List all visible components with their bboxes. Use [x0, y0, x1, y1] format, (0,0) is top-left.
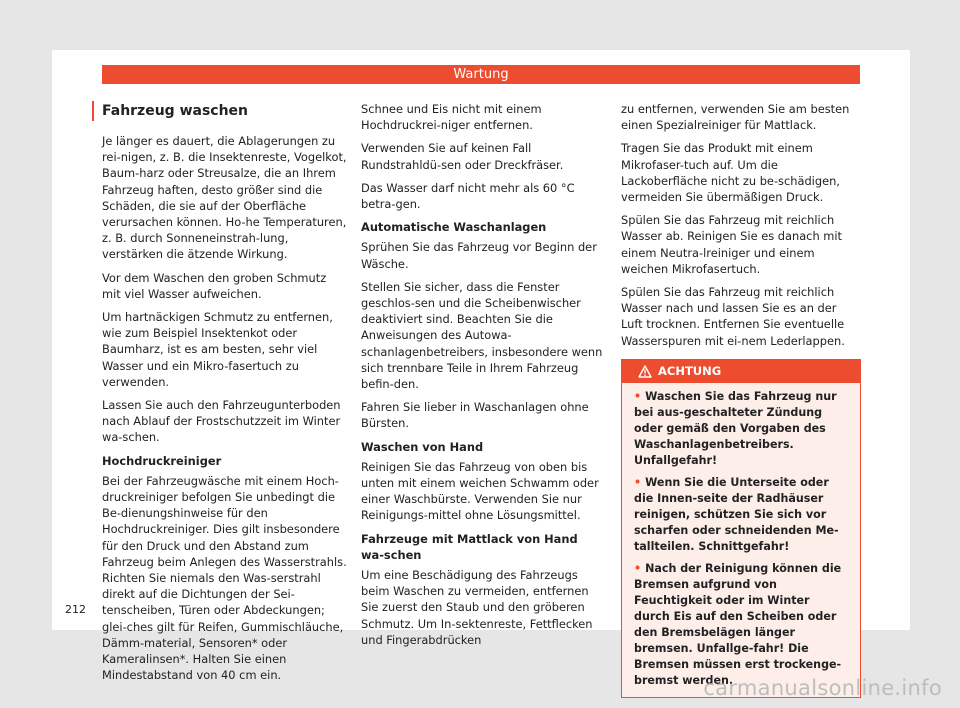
watermark: carmanualsonline.info: [703, 676, 942, 700]
warning-item: • Nach der Reinigung können die Bremsen aufgrund von Feuchtigkeit oder im Winter durch Eis auf den Scheiben oder den Bremsbelägen länger bremsen. Unfallge-fahr! Die Bremsen müssen erst trockenge-bremst werden.: [634, 561, 842, 687]
warning-item: • Wenn Sie die Unterseite oder die Innen-seite der Radhäuser reinigen, schützen Sie sich vor scharfen oder schneidenden Me-tallteilen. Schnittgefahr!: [634, 475, 839, 553]
paragraph: Um eine Beschädigung des Fahrzeugs beim Waschen zu vermeiden, entfernen Sie zuerst den Staub und den gröberen Schmutz. Um In-sektenreste, Fettflecken und Fingerabdrücken: [361, 568, 593, 647]
paragraph: Spülen Sie das Fahrzeug mit reichlich Wasser nach und lassen Sie es an der Luft trocknen. Entfernen Sie eventuelle Wasserspuren mit ei-nem Lederlappen.: [621, 285, 845, 348]
column-2: [361, 101, 604, 655]
paragraph: Stellen Sie sicher, dass die Fenster geschlos-sen und die Scheibenwischer deaktiviert sind. Beachten Sie die Anweisungen des Autowa-schanlagenbetreibers, insbesondere wenn sich trennbare Teile in Ihrem Fahrzeug befin-den.: [361, 279, 603, 392]
paragraph: Je länger es dauert, die Ablagerungen zu rei-nigen, z. B. die Insektenreste, Vogelkot, Baum-harz oder Streusalze, die an Ihrem Fahrzeug haften, desto größer sind die Schäden, die sie auf der Oberfläche verursachen können. Ho-he Temperaturen, z. B. durch Sonneneinstrah-lung, verstärken die ätzende Wirkung.: [102, 134, 347, 262]
paragraph: Lassen Sie auch den Fahrzeugunterboden nach Ablauf der Frostschutzzeit im Winter wa-schen.: [102, 398, 341, 445]
paragraph: Sprühen Sie das Fahrzeug vor Beginn der Wäsche.: [361, 240, 597, 271]
column-3: [621, 101, 861, 698]
warning-triangle-icon: [638, 365, 652, 378]
bullet: •: [634, 561, 642, 575]
chapter-header: Wartung: [102, 65, 860, 84]
subheading-waschen-von-hand: Waschen von Hand: [361, 439, 484, 454]
paragraph: Fahren Sie lieber in Waschanlagen ohne Bürsten.: [361, 400, 589, 431]
section-title: Fahrzeug waschen: [92, 101, 347, 121]
paragraph: Bei der Fahrzeugwäsche mit einem Hoch-druckreiniger befolgen Sie unbedingt die Be-dienungshinweise für den Hochdruckreiniger. Dies gilt insbesondere für den Druck und den Abstand zum Fahrzeug beim Anlegen des Wasserstrahls. Richten Sie niemals den Was-serstrahl direkt auf die Dichtungen der Sei-tenscheiben, Türen oder Abdeckungen; glei-ches gilt für Reifen, Gummischläuche, Dämm-material, Sensoren* oder Kameralinsen*. Halten Sie einen Mindestabstand von 40 cm ein.: [102, 473, 347, 683]
paragraph: Verwenden Sie auf keinen Fall Rundstrahldü-sen oder Dreckfräser.: [361, 141, 564, 172]
warning-body: [622, 383, 860, 697]
subheading-automatische-waschanlagen: Automatische Waschanlagen: [361, 220, 547, 235]
paragraph: Um hartnäckigen Schmutz zu entfernen, wie zum Beispiel Insektenkot oder Baumharz, ist es am besten, sehr viel Wasser und ein Mikro-fasertuch zu verwenden.: [102, 310, 333, 389]
bullet: •: [634, 475, 642, 489]
warning-box: [621, 359, 861, 698]
bullet: •: [634, 389, 642, 403]
warning-item: • Waschen Sie das Fahrzeug nur bei aus-geschalteter Zündung oder gemäß den Vorgaben des Waschanlagenbetreibers. Unfallgefahr!: [634, 389, 837, 467]
paragraph: Tragen Sie das Produkt mit einem Mikrofaser-tuch auf. Um die Lackoberfläche nicht zu be-schädigen, vermeiden Sie übermäßigen Druck.: [621, 141, 840, 205]
paragraph: Vor dem Waschen den groben Schmutz mit viel Wasser aufweichen.: [102, 270, 327, 301]
paragraph: Schnee und Eis nicht mit einem Hochdruckrei-niger entfernen.: [361, 102, 542, 133]
subheading-mattlack: Fahrzeuge mit Mattlack von Hand wa-schen: [361, 531, 578, 562]
paragraph: zu entfernen, verwenden Sie am besten einen Spezialreiniger für Mattlack.: [621, 102, 850, 133]
column-1: [102, 101, 347, 691]
paragraph: Spülen Sie das Fahrzeug mit reichlich Wasser ab. Reinigen Sie es danach mit einem Neutra-lreiniger und einem weichen Mikrofasertuch.: [621, 213, 843, 276]
warning-title: ACHTUNG: [658, 363, 722, 378]
paragraph: Reinigen Sie das Fahrzeug von oben bis unten mit einem weichen Schwamm oder einer Waschbürste. Verwenden Sie nur Reinigungs-mittel ohne Lösungsmittel.: [361, 459, 599, 523]
warning-header: [622, 360, 860, 383]
page-number: 212: [65, 603, 86, 616]
subheading-hochdruckreiniger: Hochdruckreiniger: [102, 453, 222, 468]
paragraph: Das Wasser darf nicht mehr als 60 °C betra-gen.: [361, 180, 575, 212]
